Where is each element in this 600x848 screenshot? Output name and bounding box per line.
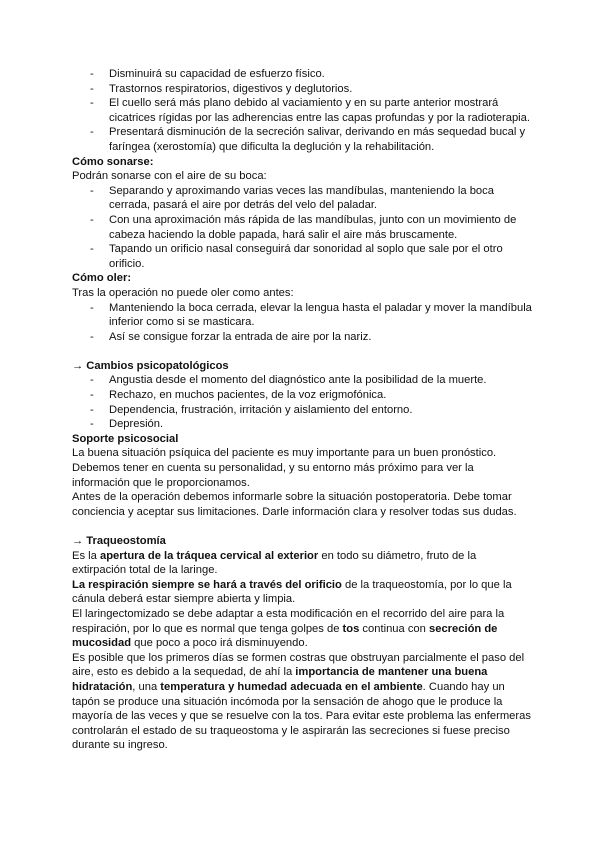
- section-heading-soporte-psicosocial: Soporte psicosocial: [72, 432, 179, 445]
- list-item: - Con una aproximación más rápida de las mandíbulas, junto con un movimiento de cabeza haciendo la doble papada, hará salir el aire más bruscamente.: [72, 213, 532, 242]
- text-run: continua con: [359, 622, 429, 635]
- spacer: [72, 519, 532, 534]
- section-heading-traqueostomia: → Traqueostomía: [72, 535, 166, 547]
- list-item: - Tapando un orificio nasal conseguirá dar sonoridad al soplo que sale por el otro orificio.: [72, 242, 532, 271]
- psico-bullet-list: [72, 373, 532, 431]
- list-item: - Angustia desde el momento del diagnóstico ante la posibilidad de la muerte.: [72, 373, 532, 388]
- text-run: que poco a poco irá disminuyendo.: [131, 637, 308, 650]
- oler-bullet-list: [72, 301, 532, 345]
- text-run: . Cuando hay un tapón se produce una situación incómoda por la sensación de ahogo que le produce la mayoría de las veces y que se resuelve con la tos. Para evitar este problema las enfermeras controlarán el estado de su traqueostoma y le aspirarán las secreciones si fuese preciso durante su ingreso.: [72, 680, 531, 752]
- paragraph: Antes de la operación debemos informarle sobre la situación postoperatoria. Debe tomar conciencia y aceptar sus limitaciones. Darle información clara y resolver todas sus dudas.: [72, 491, 517, 518]
- text-run: en todo su diámetro, fruto de la extirpación total de la laringe.: [72, 549, 477, 577]
- text-run: Es la: [72, 549, 100, 562]
- list-item: - Separando y aproximando varias veces las mandíbulas, manteniendo la boca cerrada, pasará el aire por detrás del velo del paladar.: [72, 184, 532, 213]
- list-item: - Disminuirá su capacidad de esfuerzo físico.: [72, 67, 532, 82]
- section-heading-oler: Cómo oler:: [72, 272, 132, 285]
- list-item: - Rechazo, en muchos pacientes, de la voz erigmofónica.: [72, 388, 532, 403]
- paragraph: [72, 549, 532, 578]
- paragraph: [72, 651, 532, 753]
- list-item: - El cuello será más plano debido al vaciamiento y en su parte anterior mostrará cicatrices rígidas por las adherencias entre las capas profundas y por la radioterapia.: [72, 96, 532, 125]
- sonarse-bullet-list: [72, 184, 532, 272]
- bold-text: importancia de mantener una buena hidratación: [72, 666, 488, 693]
- bold-text: tos: [342, 622, 360, 635]
- bold-text: temperatura y humedad adecuada en el ambiente: [160, 680, 423, 693]
- text-run: de la traqueostomía, por lo que la cánula deberá estar siempre abierta y limpia.: [72, 578, 512, 606]
- list-item: - Trastornos respiratorios, digestivos y deglutorios.: [72, 82, 532, 97]
- paragraph: Tras la operación no puede oler como antes:: [72, 286, 294, 299]
- section-heading-cambios-psicopatologicos: → Cambios psicopatológicos: [72, 359, 229, 372]
- list-item: - Manteniendo la boca cerrada, elevar la lengua hasta el paladar y mover la mandíbula inferior como si se masticara.: [72, 301, 532, 330]
- bold-text: La respiración siempre se hará a través del orificio: [72, 578, 342, 591]
- bold-text: apertura de la tráquea cervical al exterior: [99, 549, 319, 562]
- text-run: , una: [132, 680, 161, 693]
- paragraph: [72, 607, 532, 651]
- paragraph: La buena situación psíquica del paciente es muy importante para un buen pronóstico. Debemos tener en cuenta su personalidad, y su entorno más próximo para ver la información que le proporcionamos.: [72, 447, 497, 489]
- bold-text: secreción de mucosidad: [72, 622, 498, 650]
- paragraph: [72, 578, 532, 607]
- spacer: [72, 344, 532, 359]
- list-item: - Presentará disminución de la secreción salivar, derivando en más sequedad bucal y faríngea (xerostomía) que dificulta la deglución y la rehabilitación.: [72, 125, 532, 154]
- paragraph: Podrán sonarse con el aire de su boca:: [72, 170, 267, 183]
- section-heading-sonarse: Cómo sonarse:: [72, 155, 154, 168]
- text-run: El laringectomizado se debe adaptar a esta modificación en el recorrido del aire para la respiración, por lo que es normal que tenga golpes de: [72, 607, 505, 635]
- list-item: - Depresión.: [72, 417, 532, 432]
- text-run: Es posible que los primeros días se formen costras que obstruyan parcialmente el paso del aire, esto es debido a la sequedad, de ahí la: [72, 651, 525, 679]
- document-body: [72, 67, 532, 753]
- intro-bullet-list: [72, 67, 532, 155]
- list-item: - Así se consigue forzar la entrada de aire por la nariz.: [72, 330, 532, 345]
- list-item: - Dependencia, frustración, irritación y aislamiento del entorno.: [72, 403, 532, 418]
